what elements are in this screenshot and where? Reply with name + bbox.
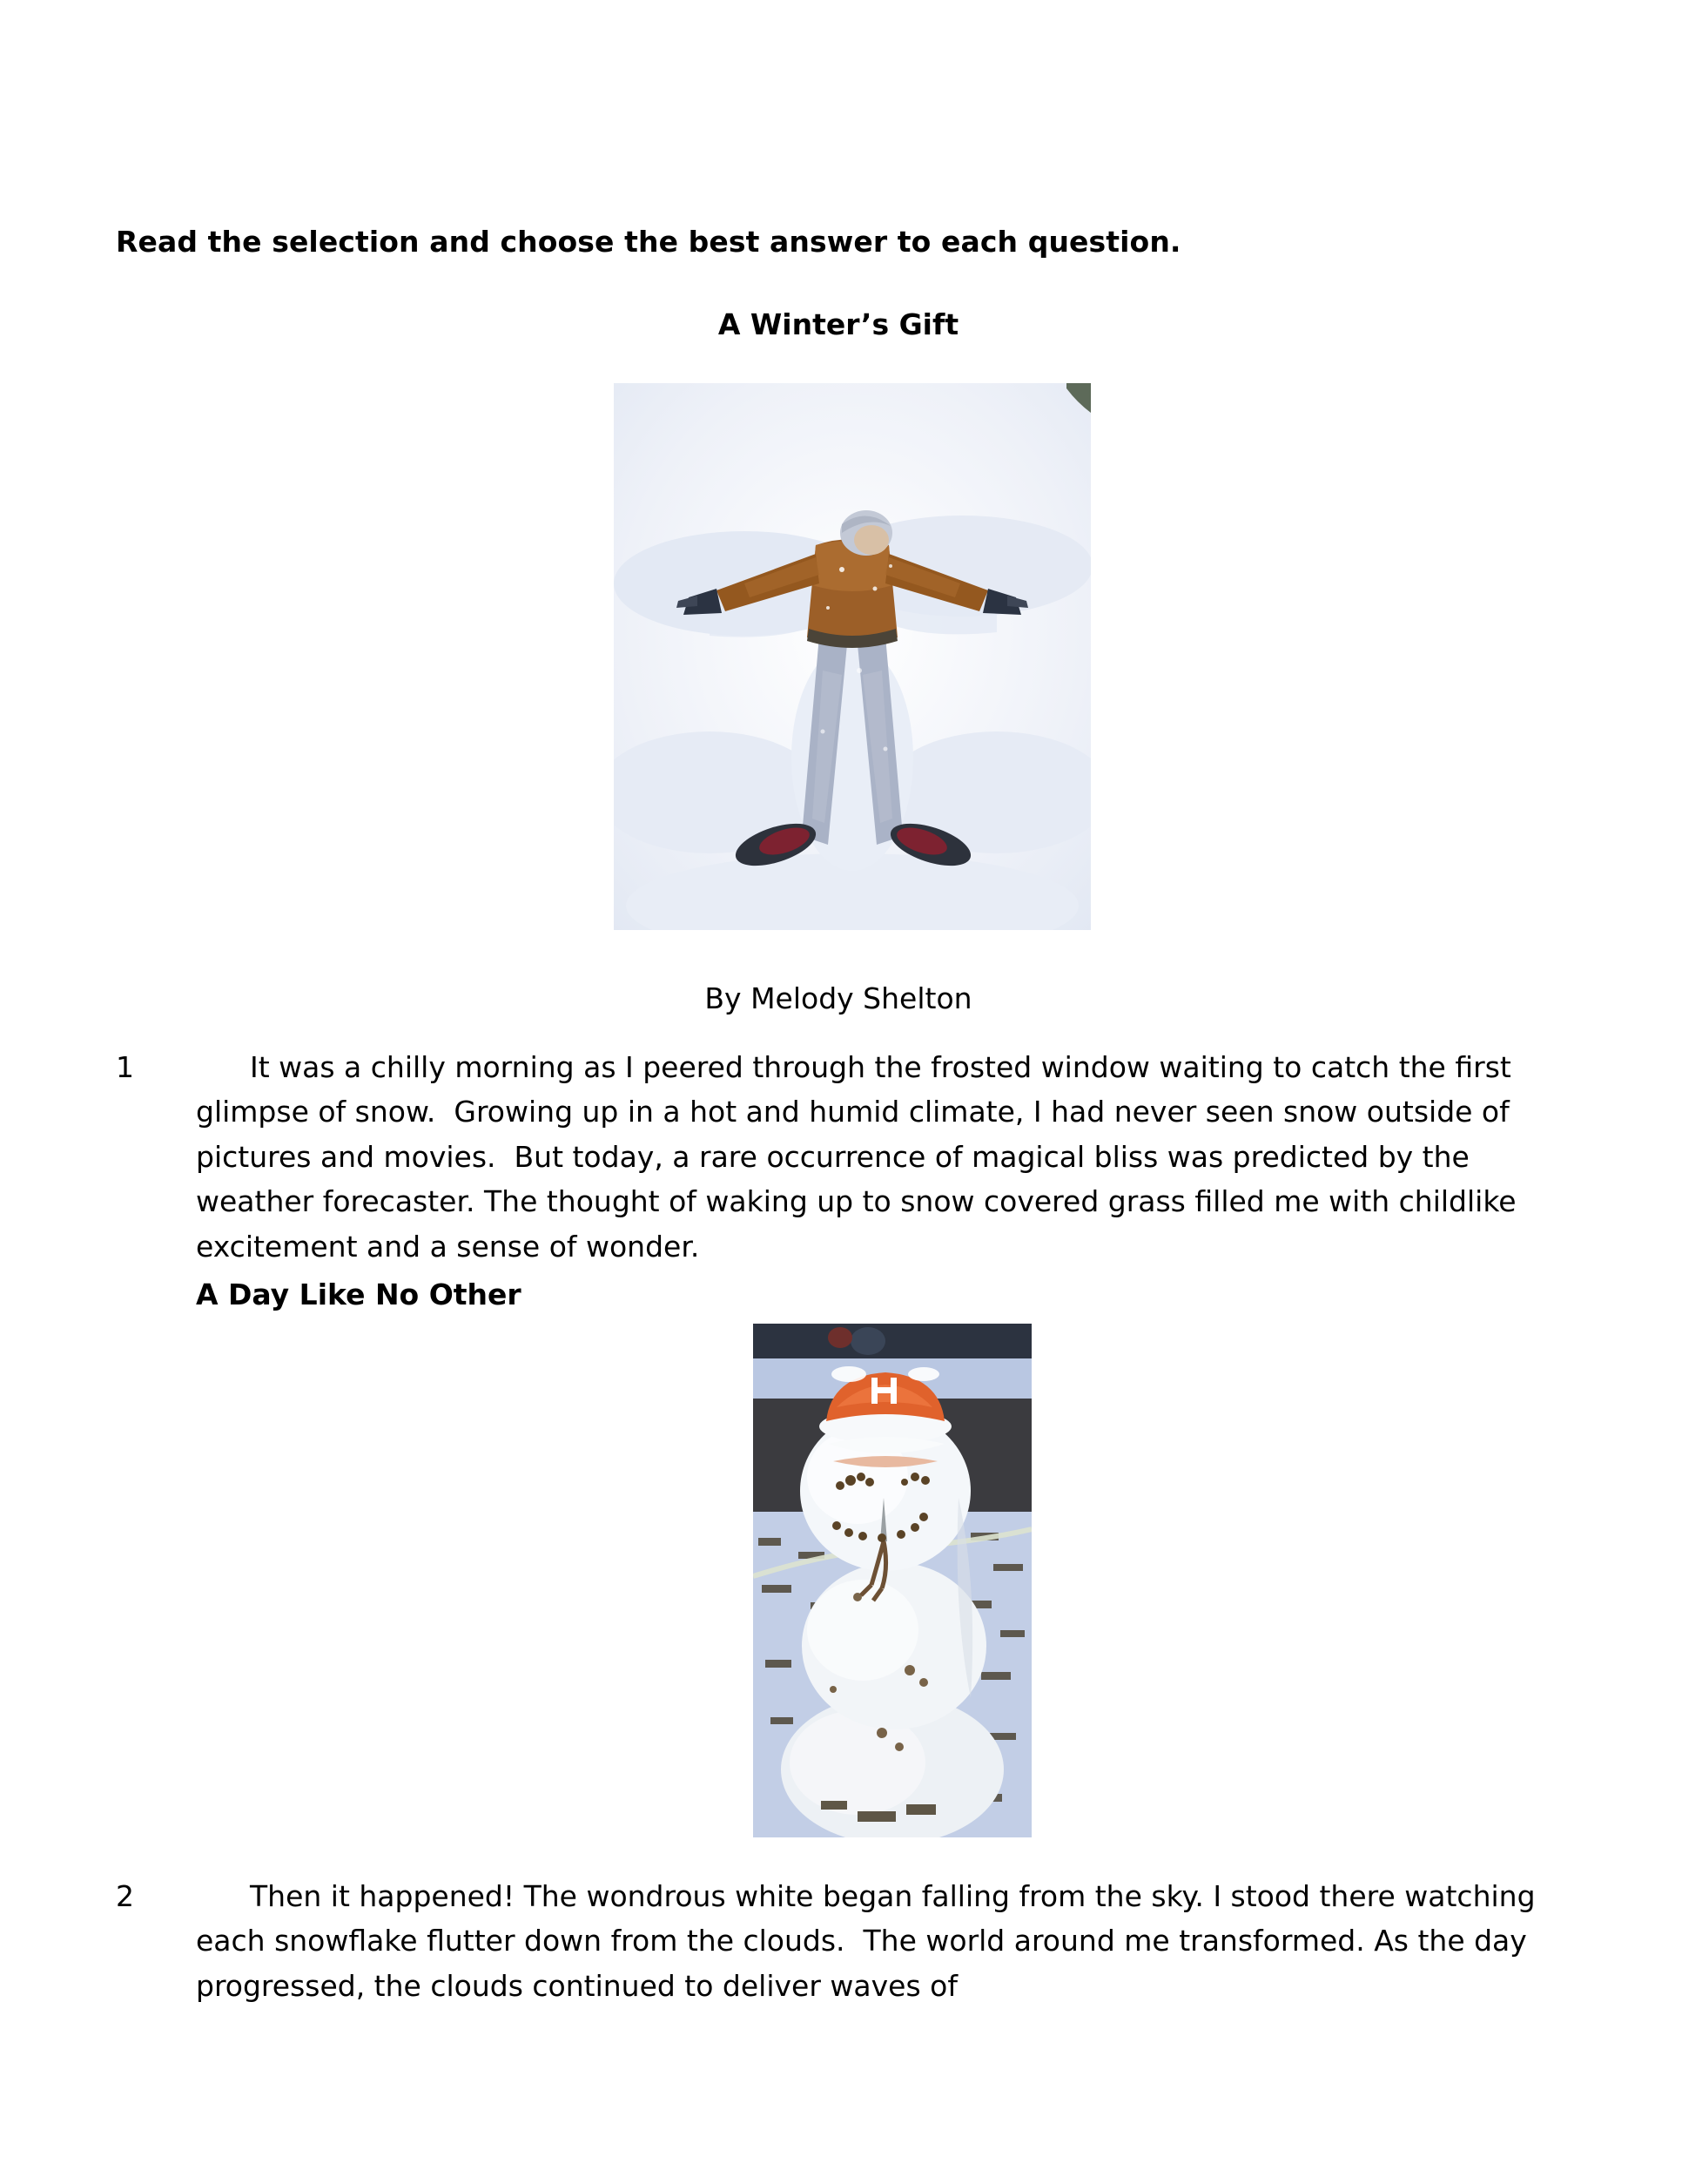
snowman-illustration	[753, 1324, 1032, 1837]
paragraph-1	[116, 1045, 1561, 1269]
snowman-photo	[753, 1324, 1032, 1837]
section-subheading: A Day Like No Other	[196, 1277, 521, 1311]
paragraph-text: Then it happened! The wondrous white began falling from the sky. I stood there watching each snowflake flutter down from the clouds. The world around me transformed. As the day progressed, the clouds continued to deliver waves of	[196, 1879, 1545, 2003]
paragraph-2	[116, 1874, 1561, 2008]
paragraph-number: 2	[116, 1879, 134, 1913]
byline: By Melody Shelton	[704, 981, 972, 1015]
paragraph-text: It was a chilly morning as I peered through the frosted window waiting to catch the first glimpse of snow. Growing up in a hot and humid climate, I had never seen snow outside of pictures and movies. But today, a rare occurrence of magical bliss was predicted by the weather forecaster. The thought of waking up to snow covered grass filled me with childlike excitement and a sense of wonder.	[196, 1050, 1526, 1264]
snow-angel-illustration	[614, 383, 1091, 930]
story-title: A Winter’s Gift	[717, 307, 959, 341]
snow-angel-photo	[614, 383, 1091, 930]
paragraph-number: 1	[116, 1050, 134, 1084]
instruction-line: Read the selection and choose the best answer to each question.	[116, 225, 1181, 259]
